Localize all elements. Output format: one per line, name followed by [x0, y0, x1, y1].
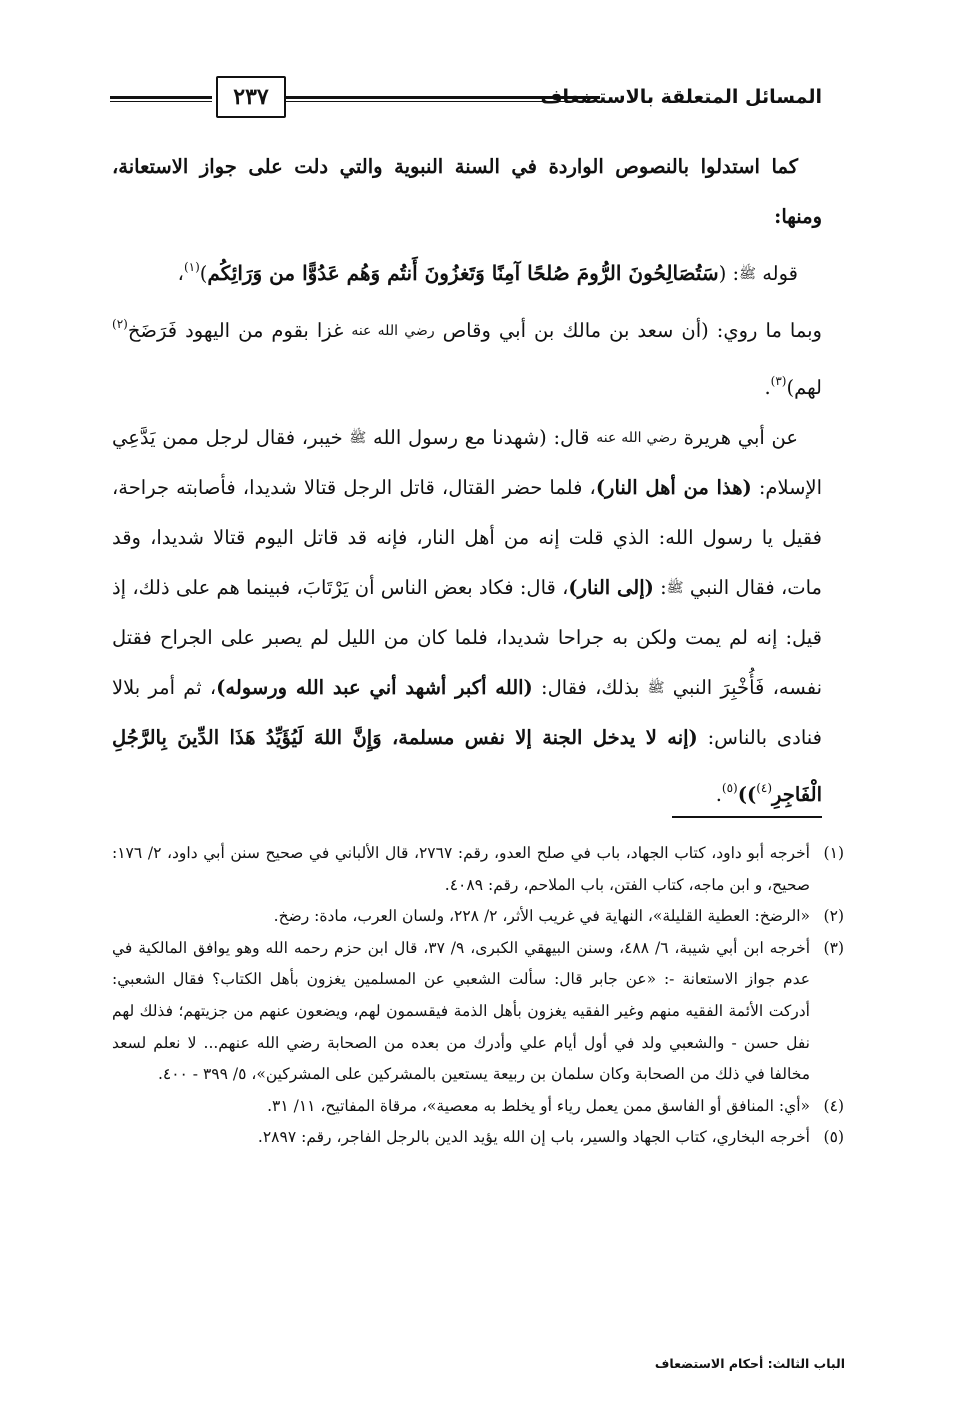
saad-text-b: غزا بقوم من اليهود فَرَضَخ	[127, 319, 344, 342]
salutation-glyph: ﷺ	[666, 580, 684, 596]
header-rule-right	[272, 96, 600, 102]
hadith-bold: (إلى النار)	[568, 576, 654, 599]
footnote-5	[112, 1122, 844, 1154]
footnote-number: (٢)	[823, 907, 844, 926]
saad-text-c: لهم)	[786, 376, 822, 399]
punct: ،	[177, 262, 184, 285]
punct: .	[764, 376, 771, 399]
header-rule-left	[110, 96, 212, 102]
paragraph-abu-hurayra	[112, 413, 822, 820]
hadith-text: قال: (شهدنا مع رسول الله	[373, 426, 590, 449]
footnote-number: (٣)	[823, 938, 844, 957]
salutation-glyph: ﷺ	[647, 680, 665, 696]
paragraph-hadith-rome	[112, 242, 822, 299]
header-title: المسائل المتعلقة بالاستضعاف	[540, 86, 822, 108]
hadith-bold: ))	[737, 783, 757, 806]
hadith-bold: (هذا من أهل النار)	[595, 476, 752, 499]
paragraph-saad	[112, 299, 822, 413]
footnote-ref: (٢)	[112, 317, 128, 331]
hadith-bold: (الله أكبر أشهد أني عبد الله ورسوله)	[216, 676, 533, 699]
page-number: ٢٣٧	[216, 76, 286, 118]
quote-close: )	[199, 262, 208, 285]
hadith-text: ، فلما حضر القتال، قاتل الرجل قتالا شديدا، فأصابته جراحة، فقيل يا رسول الله: الذي قلت إنه من أهل النار، فإنه قد قاتل اليوم قتالا شديدا، وقد مات، فقال النبي	[112, 476, 822, 599]
hadith-quote: سَتُصَالِحُونَ الرُّومَ صُلحًا آمِنًا وَتَغزُونَ أَنتُم وَهُم عَدُوًّا من وَرَائِكُم	[207, 261, 719, 285]
footnote-text: «الرضخ: العطية القليلة»، النهاية في غريب الأثر، ٢/ ٢٢٨، ولسان العرب، مادة: رضخ.	[273, 907, 810, 926]
salutation-glyph: ﷺ	[349, 430, 367, 446]
quote-open: : (	[718, 262, 740, 285]
footnote-text: «أي: المنافق أو الفاسق ممن يعمل رياء أو يخلط به معصية»، مرقاة المفاتيح، ١١/ ٣١.	[267, 1096, 810, 1115]
footnote-4	[112, 1091, 844, 1123]
hadith-text: خيبر، فقال لرجل ممن يَدَّعِي الإسلام:	[112, 426, 823, 499]
footnote-3	[112, 933, 844, 1091]
footnote-number: (١)	[823, 844, 844, 862]
footnote-text: أخرجه أبو داود، كتاب الجهاد، باب في صلح العدو، رقم: ٢٧٦٧، قال الألباني في صحيح سنن أبي داود، ٢/ ١٧٦: صحيح، و ابن ماجه، كتاب الفتن، باب الملاحم، رقم: ٤٠٨٩.	[112, 844, 810, 894]
footnote-ref: (١)	[183, 260, 200, 274]
footnote-ref: (٤)	[756, 781, 773, 795]
honorific: رضي الله عنه	[351, 323, 435, 339]
punct: .	[715, 783, 722, 806]
hadith-text: ، قال: فكاد بعض الناس أن يَرْتَابَ، فبينما هم على ذلك، إذ قيل: إنه لم يمت ولكن به جراحا شديدا، فلما كان من الليل لم يصبر على الجراح فقتل نفسه، فَأُخْبِرَ النبي	[112, 576, 823, 699]
paragraph-intro	[112, 142, 822, 242]
hadith-prefix: قوله	[762, 262, 798, 285]
footnote-2	[112, 901, 844, 933]
hadith-text: بذلك، فقال:	[541, 676, 640, 699]
hadith-text: ، ثم أمر بلالا فنادى بالناس:	[112, 676, 822, 749]
page-footer: الباب الثالث: أحكام الاستضعاف	[654, 1356, 845, 1371]
honorific: رضي الله عنه	[596, 430, 677, 446]
main-text	[112, 142, 822, 820]
footnote-text: أخرجه ابن أبي شيبة، ٦/ ٤٨٨، وسنن البيهقي الكبرى، ٩/ ٣٧، قال ابن حزم رحمه الله وهو يوافق المالكية في عدم جواز الاستعانة -: «عن جابر قال: سألت الشعبي عن المسلمين يغزون بأهل الكتاب؟ فقال الشعبي: أدركت الأئمة الفقيه منهم وغير الفقيه يغزون بأهل الذمة فيقسمون لهم، ويضعون عنهم من جزيتهم؛ فذلك لهم نفل حسن - والشعبي ولد في أول أيام علي وأدرك من بعده من الصحابة رضي الله عنهم... لا نعلم لسعد مخالفا في ذلك من الصحابة وكان سلمان بن ربيعة يستعين بالمشركين على المشركين»، ٥/ ٣٩٩ - ٤٠٠.	[112, 938, 810, 1084]
footnote-1	[112, 838, 844, 901]
footnote-number: (٤)	[823, 1096, 844, 1115]
footnote-text: أخرجه البخاري، كتاب الجهاد والسير، باب إن الله يؤيد الدين بالرجل الفاجر، رقم: ٢٨٩٧.	[257, 1128, 810, 1147]
footnote-number: (٥)	[823, 1128, 844, 1147]
footnote-ref: (٥)	[721, 781, 738, 795]
hadith-bold: (إنه لا يدخل الجنة إلا نفس مسلمة، وَإِنَّ اللهَ لَيُؤَيِّدُ هَذَا الدِّينَ بِالرَّجُلِ الْفَاجِرِ	[112, 726, 822, 806]
intro-text: كما استدلوا بالنصوص الواردة في السنة النبوية والتي دلت على جواز الاستعانة، ومنها:	[112, 155, 822, 228]
saad-text-a: وبما ما روي: (أن سعد بن مالك بن أبي وقاص	[442, 319, 822, 342]
footnote-ref: (٣)	[770, 374, 787, 388]
salutation-glyph: ﷺ	[739, 266, 756, 282]
hadith-text: عن أبي هريرة	[683, 426, 799, 449]
footnotes	[112, 838, 844, 1154]
punct: :	[660, 576, 667, 599]
footnote-separator	[672, 816, 822, 818]
page-header	[110, 76, 822, 122]
